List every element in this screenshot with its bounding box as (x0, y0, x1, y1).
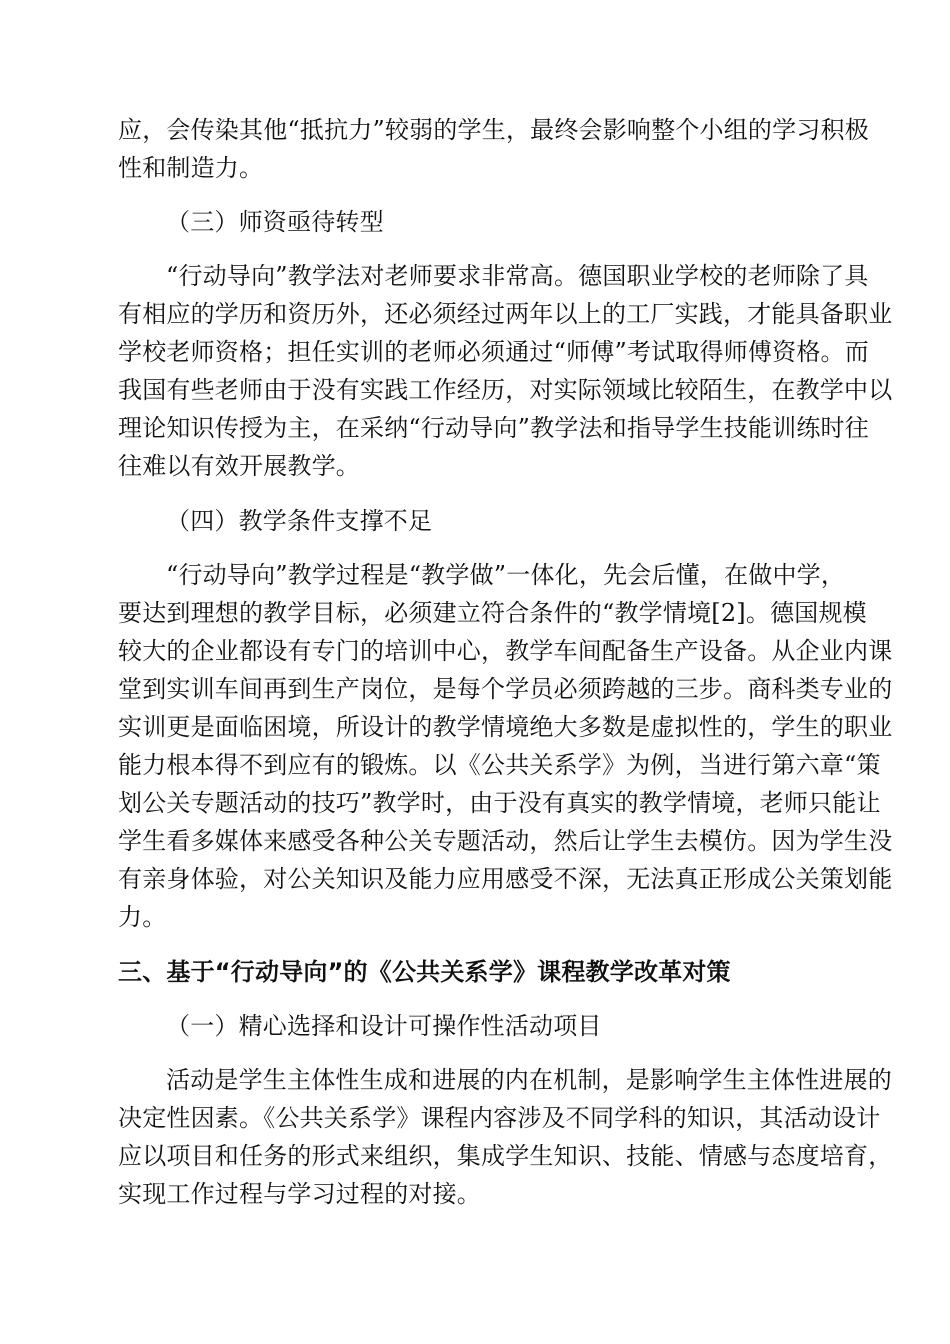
paragraph-line: 划公关专题活动的技巧”教学时，由于没有真实的教学情境，老师只能让 (118, 789, 881, 817)
paragraph-line: 能力根本得不到应有的锻炼。以《公共关系学》为例，当进行第六章“策 (118, 751, 881, 779)
paragraph-line: 有亲身体验，对公关知识及能力应用感受不深，无法真正形成公关策划能 (118, 865, 893, 893)
paragraph-line: 往难以有效开展教学。 (118, 452, 360, 480)
paragraph-line: 活动是学生主体性生成和进展的内在机制，是影响学生主体性进展的 (166, 1066, 892, 1094)
section-heading-3: （三）师资亟待转型 (166, 208, 384, 236)
paragraph-line: 决定性因素。《公共关系学》课程内容涉及不同学科的知识，其活动设计 (118, 1104, 881, 1132)
subsection-heading-1: （一）精心选择和设计可操作性活动项目 (166, 1012, 602, 1040)
paragraph-line: 学生看多媒体来感受各种公关专题活动，然后让学生去模仿。因为学生没 (118, 827, 893, 855)
paragraph-line: 应，会传染其他“抵抗力”较弱的学生，最终会影响整个小组的学习积极 (118, 116, 869, 144)
paragraph-line: 较大的企业都设有专门的培训中心，教学车间配备生产设备。从企业内课 (118, 637, 893, 665)
paragraph-line: 力。 (118, 903, 167, 931)
paragraph-line: 理论知识传授为主，在采纳“行动导向”教学法和指导学生技能训练时往 (118, 414, 869, 442)
paragraph-line: 有相应的学历和资历外，还必须经过两年以上的工厂实践，才能具备职业 (118, 300, 893, 328)
paragraph-line: 应以项目和任务的形式来组织，集成学生知识、技能、情感与态度培育， (118, 1142, 893, 1170)
paragraph-line: 实现工作过程与学习过程的对接。 (118, 1180, 481, 1208)
chapter-heading: 三、基于“行动导向”的《公共关系学》课程教学改革对策 (118, 958, 731, 986)
paragraph-line: 学校老师资格；担任实训的老师必须通过“师傅”考试取得师傅资格。而 (118, 338, 869, 366)
paragraph-line: 堂到实训车间再到生产岗位，是每个学员必须跨越的三步。商科类专业的 (118, 675, 893, 703)
paragraph-line: 性和制造力。 (118, 154, 264, 182)
paragraph-line: 我国有些老师由于没有实践工作经历，对实际领域比较陌生，在教学中以 (118, 376, 893, 404)
section-heading-4: （四）教学条件支撑不足 (166, 507, 433, 535)
paragraph-line: “行动导向”教学过程是“教学做”一体化，先会后懂，在做中学， (166, 561, 846, 589)
paragraph-line: “行动导向”教学法对老师要求非常高。德国职业学校的老师除了具 (166, 262, 869, 290)
paragraph-line: 要达到理想的教学目标，必须建立符合条件的“教学情境[2]。德国规模 (118, 599, 867, 627)
paragraph-line: 实训更是面临困境，所设计的教学情境绝大多数是虚拟性的，学生的职业 (118, 713, 893, 741)
